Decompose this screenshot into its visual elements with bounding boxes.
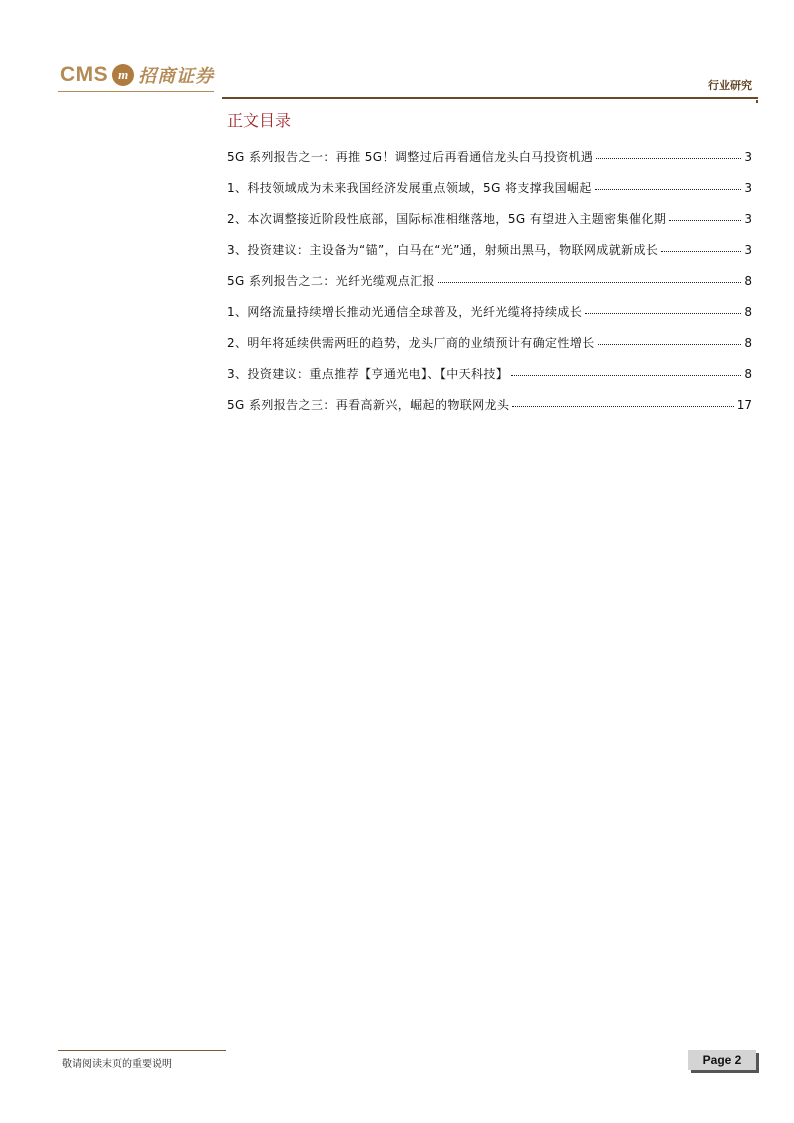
toc-entry[interactable] <box>227 303 752 334</box>
toc-entry-text: 2、本次调整接近阶段性底部，国际标准相继落地，5G 有望进入主题密集催化期 <box>227 212 667 226</box>
toc-entry[interactable] <box>227 210 752 241</box>
toc-leader-dots <box>596 158 741 159</box>
toc-entry-page: 3 <box>744 150 752 164</box>
logo-cms-text: CMS <box>60 63 109 86</box>
toc-leader-dots <box>438 282 741 283</box>
toc-entry-text: 3、投资建议：主设备为“锚”，白马在“光”通，射频出黑马，物联网成就新成长 <box>227 243 659 257</box>
company-logo <box>60 60 214 90</box>
toc-entry-text: 5G 系列报告之二：光纤光缆观点汇报 <box>227 274 435 288</box>
logo-seal-icon: m <box>112 64 134 86</box>
toc-entry-page: 3 <box>744 212 752 226</box>
toc-entry-page: 8 <box>744 274 752 288</box>
toc-entry-page: 3 <box>744 181 752 195</box>
toc-entry[interactable] <box>227 334 752 365</box>
toc-entry-text: 1、科技领域成为未来我国经济发展重点领域，5G 将支撑我国崛起 <box>227 181 592 195</box>
toc-entry-text: 5G 系列报告之三：再看高新兴，崛起的物联网龙头 <box>227 398 510 412</box>
toc-leader-dots <box>511 375 741 376</box>
table-of-contents <box>227 148 752 427</box>
disclaimer-note: 敬请阅读末页的重要说明 <box>62 1059 172 1070</box>
toc-entry-text: 1、网络流量持续增长推动光通信全球普及，光纤光缆将持续成长 <box>227 305 583 319</box>
toc-entry[interactable] <box>227 396 752 427</box>
toc-entry[interactable] <box>227 272 752 303</box>
toc-entry-text: 3、投资建议：重点推荐【亨通光电】、【中天科技】 <box>227 367 509 381</box>
toc-leader-dots <box>595 189 742 190</box>
toc-entry[interactable] <box>227 241 752 272</box>
header-divider <box>222 97 758 99</box>
toc-leader-dots <box>669 220 741 221</box>
logo-underline <box>58 91 214 92</box>
toc-entry-text: 2、明年将延续供需两旺的趋势，龙头厂商的业绩预计有确定性增长 <box>227 336 595 350</box>
toc-entry[interactable] <box>227 365 752 396</box>
toc-entry[interactable] <box>227 148 752 179</box>
toc-leader-dots <box>598 344 742 345</box>
toc-entry-page: 8 <box>744 336 752 350</box>
toc-entry-page: 17 <box>736 398 752 412</box>
toc-leader-dots <box>512 406 733 407</box>
footer-divider <box>58 1050 226 1051</box>
toc-entry-text: 5G 系列报告之一：再推 5G！调整过后再看通信龙头白马投资机遇 <box>227 150 594 164</box>
report-category: 行业研究 <box>708 79 752 92</box>
toc-entry-page: 8 <box>744 305 752 319</box>
toc-entry-page: 8 <box>744 367 752 381</box>
toc-leader-dots <box>585 313 741 314</box>
page-number-badge: Page 2 <box>688 1050 756 1070</box>
toc-entry[interactable] <box>227 179 752 210</box>
toc-title: 正文目录 <box>227 111 292 130</box>
toc-leader-dots <box>661 251 741 252</box>
logo-chinese-text: 招商证券 <box>138 66 215 87</box>
toc-entry-page: 3 <box>744 243 752 257</box>
